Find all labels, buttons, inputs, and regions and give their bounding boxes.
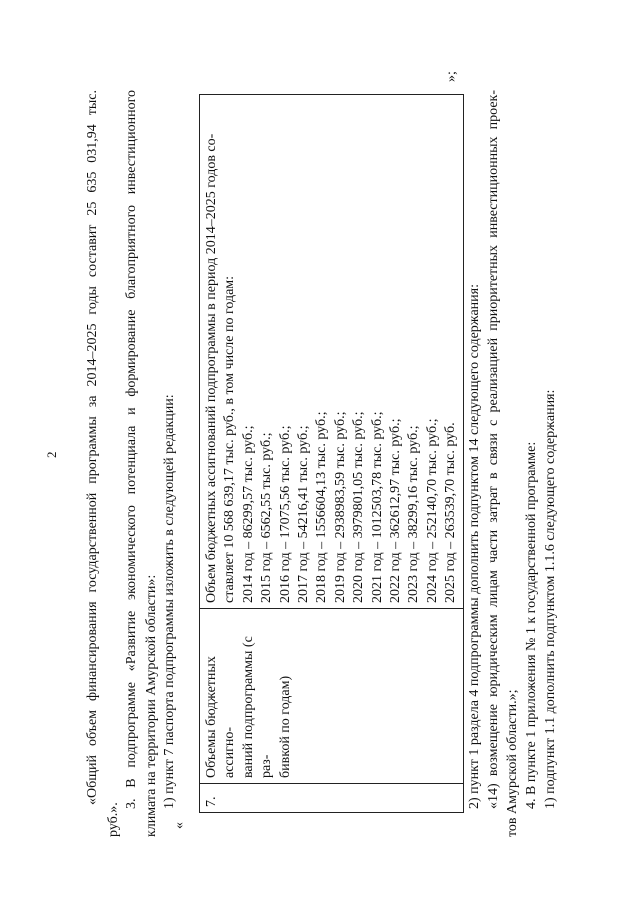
intro-line-2: руб.». bbox=[106, 802, 121, 837]
closing-quote: »; bbox=[444, 71, 459, 82]
content-line: ставляет 10 568 639,17 тыс. руб., в том числе по годам: bbox=[222, 275, 238, 603]
year-line: 2021 год – 1012503,78 тыс. руб.; bbox=[369, 411, 385, 603]
year-line: 2022 год – 362612,97 тыс. руб.; bbox=[388, 418, 404, 603]
item-label-cell bbox=[200, 609, 464, 784]
label-line: Объемы бюджетных ассигно- bbox=[204, 656, 238, 778]
year-line: 2020 год – 3979801,05 тыс. руб.; bbox=[351, 411, 367, 603]
year-line: 2019 год – 2938983,59 тыс. руб.; bbox=[332, 411, 348, 603]
year-line: 2025 год – 263539,70 тыс. руб. bbox=[443, 422, 459, 603]
label-line: бивкой по годам) bbox=[277, 675, 293, 778]
year-line: 2018 год – 1556604,13 тыс. руб.; bbox=[314, 411, 330, 603]
passport-table bbox=[199, 94, 464, 813]
year-line: 2017 год – 54216,41 тыс. руб.; bbox=[296, 425, 312, 603]
intro-line-5: 1) пункт 7 паспорта подпрограммы изложить в следующей редакции: bbox=[162, 394, 177, 809]
table-row bbox=[200, 95, 464, 813]
year-line: 2015 год – 6562,55 тыс. руб.; bbox=[259, 432, 275, 603]
after-line-1: 2) пункт 1 раздела 4 подпрограммы дополнить подпунктом 14 следующего содержания: bbox=[467, 284, 482, 809]
year-line: 2024 год – 252140,70 тыс. руб.; bbox=[424, 418, 440, 603]
item-number-cell: 7. bbox=[200, 784, 464, 813]
label-line: ваний подпрограммы (с раз- bbox=[240, 636, 275, 778]
year-line: 2023 год – 38299,16 тыс. руб.; bbox=[406, 425, 422, 603]
year-line: 2016 год – 17075,56 тыс. руб.; bbox=[277, 425, 293, 603]
content-line: Объем бюджетных ассигнований подпрограммы в период 2014–2025 годов со- bbox=[204, 133, 219, 603]
intro-line-3: 3. В подпрограмме «Развитие экономического потенциала и формирование благоприятного инвестиционного bbox=[124, 90, 139, 809]
item-content-cell bbox=[200, 95, 464, 609]
after-line-2: «14) возмещение юридическим лицам части затрат в связи с реализацией приоритетных инвестиционных проек- bbox=[486, 90, 501, 809]
page-number: 2 bbox=[44, 451, 59, 458]
year-line: 2014 год – 86299,57 тыс. руб.; bbox=[240, 425, 256, 603]
after-line-5: 1) подпункт 1.1 дополнить подпунктом 1.1.6 следующего содержания: bbox=[543, 389, 558, 809]
after-line-3: тов Амурской области.»; bbox=[505, 689, 520, 837]
intro-line-4: климата на территории Амурской области»: bbox=[144, 574, 159, 837]
opening-quote: « bbox=[172, 822, 187, 829]
after-line-4: 4. В пункте 1 приложения № 1 к государственной программе: bbox=[524, 441, 539, 809]
intro-line-1: «Общий объем финансирования государственной программы за 2014–2025 годы составит 25 635 031,94 тыс. bbox=[85, 90, 100, 805]
